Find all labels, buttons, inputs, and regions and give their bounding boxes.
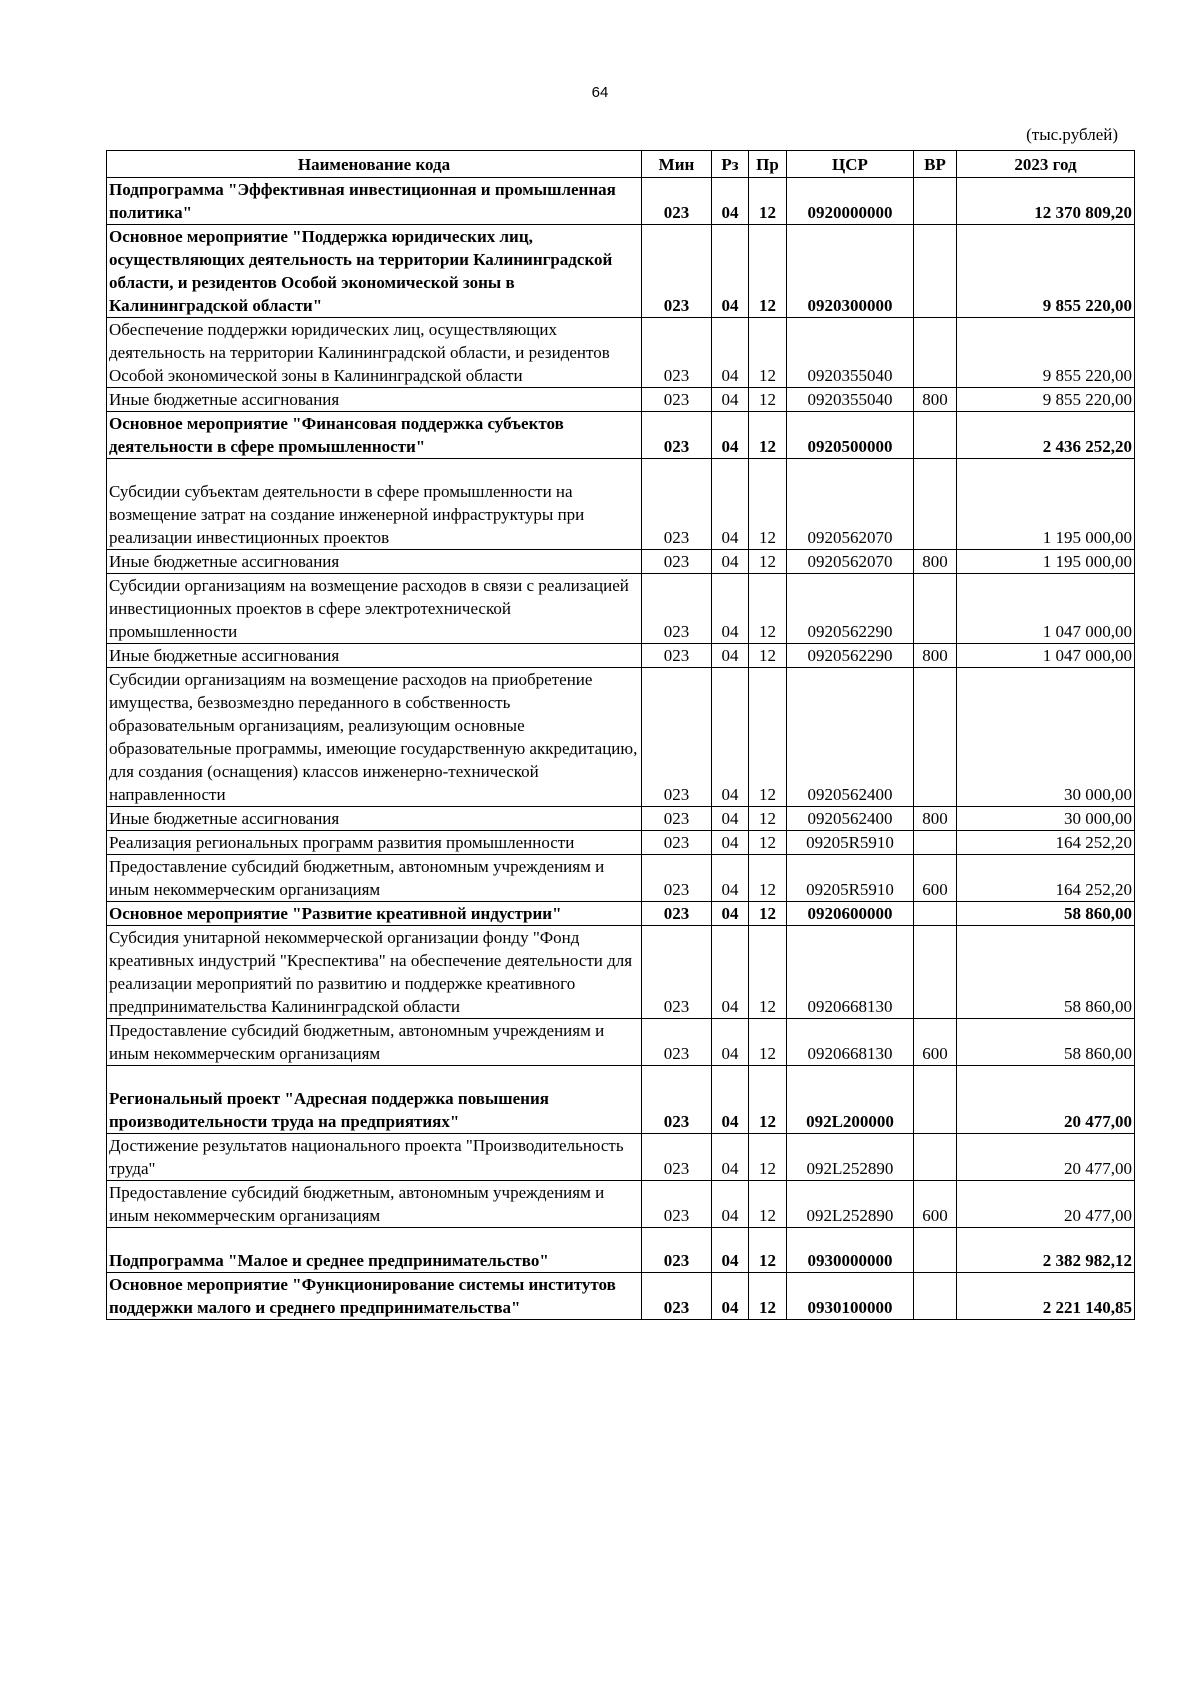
cell-min: 023: [642, 459, 712, 550]
cell-rz: 04: [712, 225, 749, 318]
table-row: [107, 459, 1135, 550]
cell-name: Иные бюджетные ассигнования: [107, 644, 642, 668]
cell-pr: 12: [749, 1228, 787, 1273]
cell-rz: 04: [712, 1273, 749, 1320]
cell-min: 023: [642, 1066, 712, 1134]
cell-name: Субсидии организациям на возмещение расходов в связи с реализацией инвестиционных проектов в сфере электротехнической промышленности: [107, 574, 642, 644]
cell-min: 023: [642, 807, 712, 831]
cell-name: Иные бюджетные ассигнования: [107, 388, 642, 412]
cell-pr: 12: [749, 574, 787, 644]
cell-amount: 12 370 809,20: [957, 178, 1135, 225]
cell-rz: 04: [712, 388, 749, 412]
budget-table: [106, 150, 1135, 1320]
cell-amount: 9 855 220,00: [957, 225, 1135, 318]
units-label: (тыс.рублей): [1026, 125, 1118, 144]
cell-amount: 30 000,00: [957, 668, 1135, 807]
cell-csr: 0920355040: [787, 318, 914, 388]
cell-name: Реализация региональных программ развития промышленности: [107, 831, 642, 855]
table-row: [107, 574, 1135, 644]
table-row: [107, 1181, 1135, 1228]
cell-vr: [914, 1228, 957, 1273]
cell-pr: 12: [749, 902, 787, 926]
cell-name: Подпрограмма "Эффективная инвестиционная и промышленная политика": [107, 178, 642, 225]
table-row: [107, 1228, 1135, 1273]
table-row: [107, 225, 1135, 318]
cell-name: Предоставление субсидий бюджетным, автономным учреждениям и иным некоммерческим организациям: [107, 1019, 642, 1066]
cell-name: Предоставление субсидий бюджетным, автономным учреждениям и иным некоммерческим организациям: [107, 855, 642, 902]
cell-amount: 1 047 000,00: [957, 574, 1135, 644]
cell-rz: 04: [712, 902, 749, 926]
header-rz: Рз: [712, 151, 749, 178]
cell-min: 023: [642, 1181, 712, 1228]
cell-csr: 0920300000: [787, 225, 914, 318]
cell-min: 023: [642, 225, 712, 318]
cell-pr: 12: [749, 388, 787, 412]
table-row: [107, 550, 1135, 574]
cell-name: Региональный проект "Адресная поддержка повышения производительности труда на предприятиях": [107, 1066, 642, 1134]
cell-amount: 164 252,20: [957, 831, 1135, 855]
cell-pr: 12: [749, 225, 787, 318]
cell-pr: 12: [749, 831, 787, 855]
cell-amount: 58 860,00: [957, 1019, 1135, 1066]
cell-pr: 12: [749, 412, 787, 459]
cell-rz: 04: [712, 1019, 749, 1066]
cell-rz: 04: [712, 1066, 749, 1134]
cell-vr: [914, 1134, 957, 1181]
cell-min: 023: [642, 574, 712, 644]
header-vr: ВР: [914, 151, 957, 178]
cell-csr: 0920562070: [787, 550, 914, 574]
cell-pr: 12: [749, 855, 787, 902]
cell-min: 023: [642, 644, 712, 668]
table-row: [107, 1273, 1135, 1320]
cell-name: Основное мероприятие "Функционирование системы институтов поддержки малого и среднего предпринимательства": [107, 1273, 642, 1320]
cell-rz: 04: [712, 459, 749, 550]
cell-vr: [914, 926, 957, 1019]
cell-amount: 9 855 220,00: [957, 388, 1135, 412]
cell-vr: [914, 225, 957, 318]
cell-rz: 04: [712, 807, 749, 831]
cell-amount: 20 477,00: [957, 1134, 1135, 1181]
cell-csr: 0920000000: [787, 178, 914, 225]
cell-csr: 0930000000: [787, 1228, 914, 1273]
cell-min: 023: [642, 668, 712, 807]
cell-amount: 1 195 000,00: [957, 459, 1135, 550]
cell-name: Основное мероприятие "Финансовая поддержка субъектов деятельности в сфере промышленности": [107, 412, 642, 459]
cell-min: 023: [642, 1228, 712, 1273]
cell-amount: 30 000,00: [957, 807, 1135, 831]
cell-csr: 092L200000: [787, 1066, 914, 1134]
cell-pr: 12: [749, 1019, 787, 1066]
table-row: [107, 855, 1135, 902]
cell-name: Субсидии субъектам деятельности в сфере промышленности на возмещение затрат на создание инженерной инфраструктуры при реализации инвестиционных проектов: [107, 459, 642, 550]
cell-csr: 0920668130: [787, 926, 914, 1019]
cell-pr: 12: [749, 550, 787, 574]
page-number: 64: [591, 84, 609, 101]
cell-rz: 04: [712, 926, 749, 1019]
cell-rz: 04: [712, 550, 749, 574]
cell-csr: 09205R5910: [787, 855, 914, 902]
table-body: [107, 178, 1135, 1320]
cell-pr: 12: [749, 807, 787, 831]
cell-rz: 04: [712, 178, 749, 225]
cell-pr: 12: [749, 1066, 787, 1134]
cell-min: 023: [642, 1273, 712, 1320]
cell-amount: 164 252,20: [957, 855, 1135, 902]
table-row: [107, 831, 1135, 855]
cell-pr: 12: [749, 644, 787, 668]
cell-csr: 092L252890: [787, 1181, 914, 1228]
cell-pr: 12: [749, 1181, 787, 1228]
table-row: [107, 807, 1135, 831]
cell-min: 023: [642, 318, 712, 388]
cell-rz: 04: [712, 318, 749, 388]
cell-amount: 1 047 000,00: [957, 644, 1135, 668]
cell-name: Основное мероприятие "Поддержка юридических лиц, осуществляющих деятельность на территории Калининградской области, и резидентов Особой экономической зоны в Калининградской области": [107, 225, 642, 318]
cell-pr: 12: [749, 178, 787, 225]
cell-pr: 12: [749, 668, 787, 807]
cell-name: Предоставление субсидий бюджетным, автономным учреждениям и иным некоммерческим организациям: [107, 1181, 642, 1228]
cell-vr: 600: [914, 1181, 957, 1228]
cell-name: Основное мероприятие "Развитие креативной индустрии": [107, 902, 642, 926]
header-pr: Пр: [749, 151, 787, 178]
table-row: [107, 1066, 1135, 1134]
header-name: Наименование кода: [107, 151, 642, 178]
cell-vr: 600: [914, 1019, 957, 1066]
cell-pr: 12: [749, 1273, 787, 1320]
cell-vr: 800: [914, 388, 957, 412]
cell-name: Иные бюджетные ассигнования: [107, 807, 642, 831]
cell-min: 023: [642, 831, 712, 855]
cell-rz: 04: [712, 644, 749, 668]
cell-amount: 1 195 000,00: [957, 550, 1135, 574]
cell-pr: 12: [749, 318, 787, 388]
cell-min: 023: [642, 412, 712, 459]
table-row: [107, 902, 1135, 926]
cell-min: 023: [642, 855, 712, 902]
cell-amount: 58 860,00: [957, 902, 1135, 926]
table-row: [107, 668, 1135, 807]
table-row: [107, 926, 1135, 1019]
cell-amount: 2 382 982,12: [957, 1228, 1135, 1273]
table-row: [107, 388, 1135, 412]
cell-min: 023: [642, 388, 712, 412]
cell-amount: 2 221 140,85: [957, 1273, 1135, 1320]
header-csr: ЦСР: [787, 151, 914, 178]
cell-rz: 04: [712, 412, 749, 459]
cell-vr: [914, 574, 957, 644]
cell-vr: [914, 412, 957, 459]
cell-amount: 9 855 220,00: [957, 318, 1135, 388]
cell-csr: 0920500000: [787, 412, 914, 459]
cell-min: 023: [642, 178, 712, 225]
cell-name: Субсидия унитарной некоммерческой организации фонду "Фонд креативных индустрий "Креспектива" на обеспечение деятельности для реализации мероприятий по развитию и поддержке креативного предпринимательства Калининградской области: [107, 926, 642, 1019]
cell-csr: 0920562070: [787, 459, 914, 550]
table-row: [107, 1134, 1135, 1181]
cell-rz: 04: [712, 574, 749, 644]
cell-rz: 04: [712, 1181, 749, 1228]
cell-name: Обеспечение поддержки юридических лиц, осуществляющих деятельность на территории Калининградской области, и резидентов Особой экономической зоны в Калининградской области: [107, 318, 642, 388]
cell-vr: [914, 1066, 957, 1134]
cell-rz: 04: [712, 855, 749, 902]
cell-vr: [914, 831, 957, 855]
table-row: [107, 412, 1135, 459]
table-row: [107, 178, 1135, 225]
cell-rz: 04: [712, 1134, 749, 1181]
cell-name: Достижение результатов национального проекта "Производительность труда": [107, 1134, 642, 1181]
cell-name: Иные бюджетные ассигнования: [107, 550, 642, 574]
table-header-row: [107, 151, 1135, 178]
cell-vr: 800: [914, 644, 957, 668]
cell-name: Субсидии организациям на возмещение расходов на приобретение имущества, безвозмездно переданного в собственность образовательным организациям, реализующим основные образовательные программы, имеющие государственную аккредитацию, для создания (оснащения) классов инженерно-технической направленности: [107, 668, 642, 807]
header-min: Мин: [642, 151, 712, 178]
cell-min: 023: [642, 902, 712, 926]
cell-amount: 20 477,00: [957, 1181, 1135, 1228]
cell-csr: 0920600000: [787, 902, 914, 926]
cell-name: Подпрограмма "Малое и среднее предпринимательство": [107, 1228, 642, 1273]
cell-amount: 58 860,00: [957, 926, 1135, 1019]
cell-rz: 04: [712, 1228, 749, 1273]
cell-min: 023: [642, 1019, 712, 1066]
cell-csr: 092L252890: [787, 1134, 914, 1181]
cell-pr: 12: [749, 926, 787, 1019]
cell-vr: [914, 178, 957, 225]
cell-min: 023: [642, 550, 712, 574]
table-row: [107, 644, 1135, 668]
cell-rz: 04: [712, 668, 749, 807]
cell-csr: 0920668130: [787, 1019, 914, 1066]
cell-vr: [914, 1273, 957, 1320]
cell-min: 023: [642, 1134, 712, 1181]
cell-pr: 12: [749, 459, 787, 550]
cell-csr: 0930100000: [787, 1273, 914, 1320]
cell-amount: 2 436 252,20: [957, 412, 1135, 459]
cell-vr: [914, 318, 957, 388]
cell-csr: 0920562400: [787, 668, 914, 807]
cell-csr: 0920355040: [787, 388, 914, 412]
cell-csr: 0920562290: [787, 574, 914, 644]
cell-vr: 800: [914, 550, 957, 574]
cell-vr: [914, 668, 957, 807]
header-year: 2023 год: [957, 151, 1135, 178]
cell-min: 023: [642, 926, 712, 1019]
cell-amount: 20 477,00: [957, 1066, 1135, 1134]
cell-csr: 0920562290: [787, 644, 914, 668]
table-row: [107, 1019, 1135, 1066]
cell-vr: [914, 902, 957, 926]
cell-vr: 800: [914, 807, 957, 831]
cell-csr: 0920562400: [787, 807, 914, 831]
table-row: [107, 318, 1135, 388]
cell-rz: 04: [712, 831, 749, 855]
cell-csr: 09205R5910: [787, 831, 914, 855]
cell-vr: [914, 459, 957, 550]
cell-pr: 12: [749, 1134, 787, 1181]
cell-vr: 600: [914, 855, 957, 902]
